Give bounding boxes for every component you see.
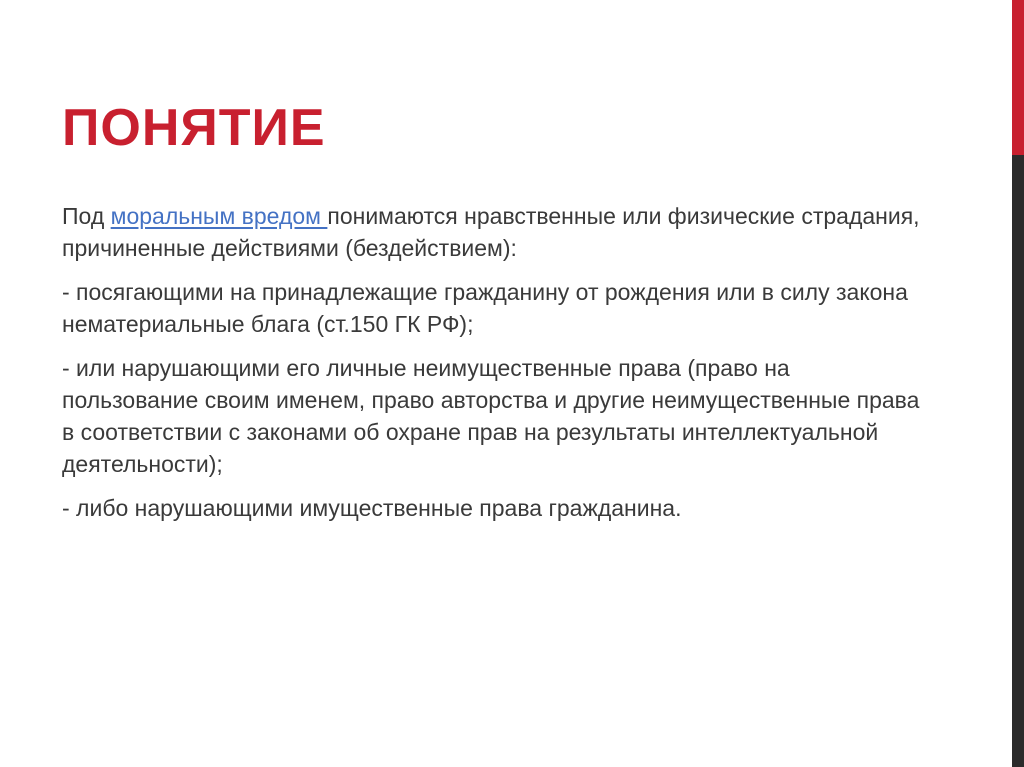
list-item: - или нарушающими его личные неимущественные права (право на пользование своим именем, право авторства и другие неимущественные права в соответствии с законами об охране прав на результаты интеллектуальной деятельности); bbox=[62, 355, 920, 477]
slide-body bbox=[62, 200, 922, 536]
moral-harm-term: моральным вредом bbox=[110, 203, 328, 229]
list-item: - посягающими на принадлежащие гражданину от рождения или в силу закона нематериальные блага (ст.150 ГК РФ); bbox=[62, 279, 908, 337]
intro-paragraph bbox=[62, 200, 922, 264]
list-item: - либо нарушающими имущественные права гражданина. bbox=[62, 495, 682, 521]
slide-title: ПОНЯТИЕ bbox=[62, 99, 326, 157]
accent-bar-red bbox=[1012, 0, 1024, 155]
intro-before: Под bbox=[62, 203, 111, 229]
accent-bar-dark bbox=[1012, 155, 1024, 767]
intro-after: понимаются нравственные или физические страдания, причиненные действиями (бездействием): bbox=[62, 203, 920, 261]
